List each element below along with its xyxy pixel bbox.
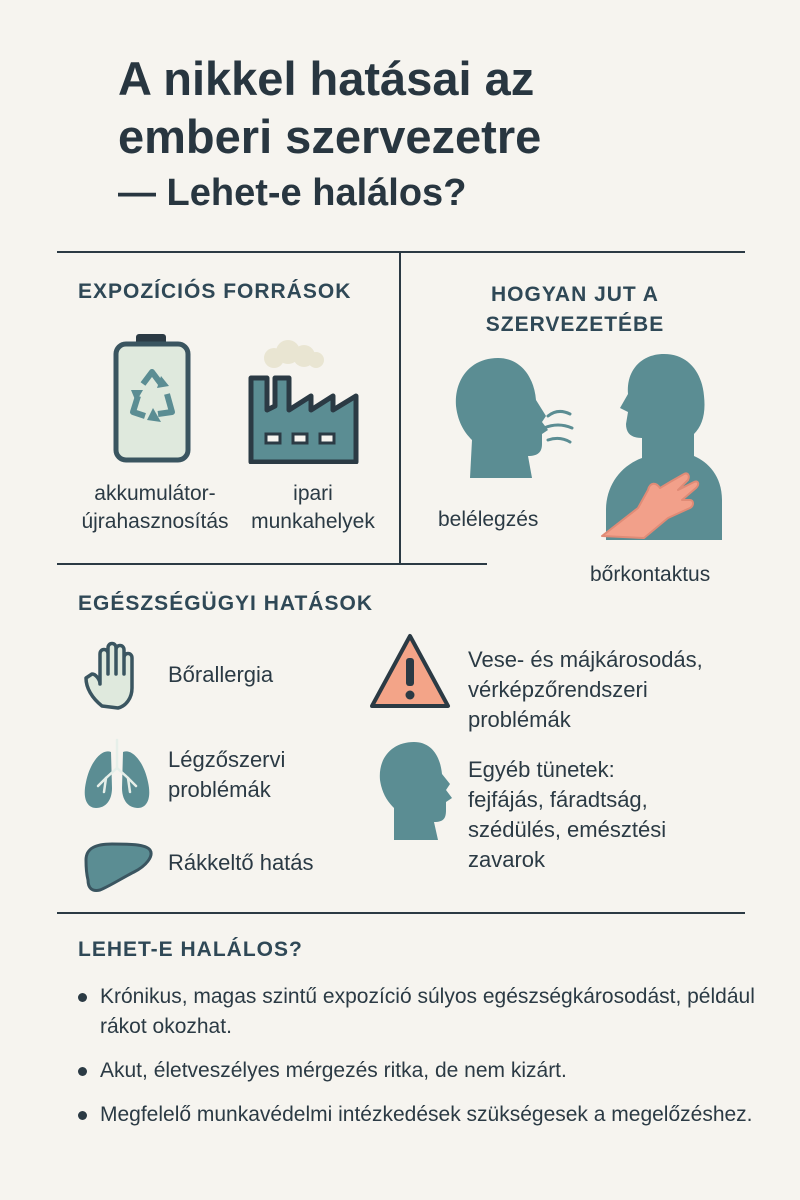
title-line-1: A nikkel hatásai az (118, 52, 535, 105)
skin-allergy-label: Bőrallergia (168, 662, 274, 687)
organ-damage-line-1: Vese- és májkárosodás, (468, 647, 703, 672)
other-symptoms-line-2: fejfájás, fáradtság, (468, 787, 648, 812)
inhalation-label: belélegzés (438, 508, 539, 531)
hand-icon (82, 640, 148, 712)
divider-middle (57, 563, 487, 565)
respiratory-label-line-2: problémák (168, 777, 271, 802)
respiratory-label (168, 745, 285, 805)
entry-heading-line-1: HOGYAN JUT A (491, 283, 659, 306)
battery-label-line-2: újrahasznosítás (81, 510, 229, 533)
page-subtitle: — Lehet-e halálos? (118, 172, 467, 214)
list-item (78, 1056, 758, 1086)
entry-heading-line-2: SZERVEZETÉBE (485, 313, 665, 336)
carcinogenic-label: Rákkeltő hatás (168, 850, 314, 875)
organ-damage-label (468, 645, 703, 735)
entry-heading (430, 280, 720, 340)
respiratory-label-line-1: Légzőszervi (168, 747, 286, 772)
bullet-dot (78, 1111, 87, 1120)
fatal-bullet-list (78, 982, 758, 1144)
bullet-dot (78, 1067, 87, 1076)
battery-label (70, 482, 240, 534)
organ-damage-line-3: problémák (468, 707, 571, 732)
bullet-text: Akut, életveszélyes mérgezés ritka, de nem kizárt. (100, 1059, 567, 1082)
other-symptoms-line-3: szédülés, emésztési (468, 817, 667, 842)
effects-heading: EGÉSZSÉGÜGYI HATÁSOK (78, 592, 373, 615)
divider-bottom (57, 912, 745, 914)
fatal-heading: LEHET-E HALÁLOS? (78, 938, 303, 961)
title-line-2: emberi szervezetre (118, 110, 542, 163)
other-symptoms-line-1: Egyéb tünetek: (468, 757, 615, 782)
lungs-icon (82, 738, 152, 812)
skin-contact-label: bőrkontaktus (590, 563, 711, 586)
liver-icon (82, 840, 154, 894)
inhale-head-icon (440, 352, 580, 482)
organ-damage-line-2: vérképzőrendszeri (468, 677, 648, 702)
industry-label-line-1: ipari (293, 482, 333, 505)
industry-label (238, 482, 388, 534)
other-symptoms-label (468, 755, 666, 875)
other-symptoms-line-4: zavarok (468, 847, 546, 872)
skin-contact-icon (598, 350, 728, 542)
head-profile-icon (372, 738, 452, 842)
divider-top (57, 251, 745, 253)
factory-icon (248, 338, 360, 464)
divider-vertical (399, 252, 401, 564)
battery-recycle-icon (112, 332, 192, 464)
warning-icon (368, 632, 452, 712)
industry-label-line-2: munkahelyek (251, 510, 375, 533)
page-title (118, 50, 758, 166)
list-item (78, 982, 758, 1042)
bullet-text: Megfelelő munkavédelmi intézkedések szükségesek a megelőzéshez. (100, 1103, 753, 1126)
bullet-text: Krónikus, magas szintű expozíció súlyos egészségkárosodást, például rákot okozhat. (100, 985, 755, 1038)
battery-label-line-1: akkumulátor- (94, 482, 216, 505)
list-item (78, 1100, 758, 1130)
exposure-heading: EXPOZÍCIÓS FORRÁSOK (78, 280, 352, 303)
bullet-dot (78, 993, 87, 1002)
